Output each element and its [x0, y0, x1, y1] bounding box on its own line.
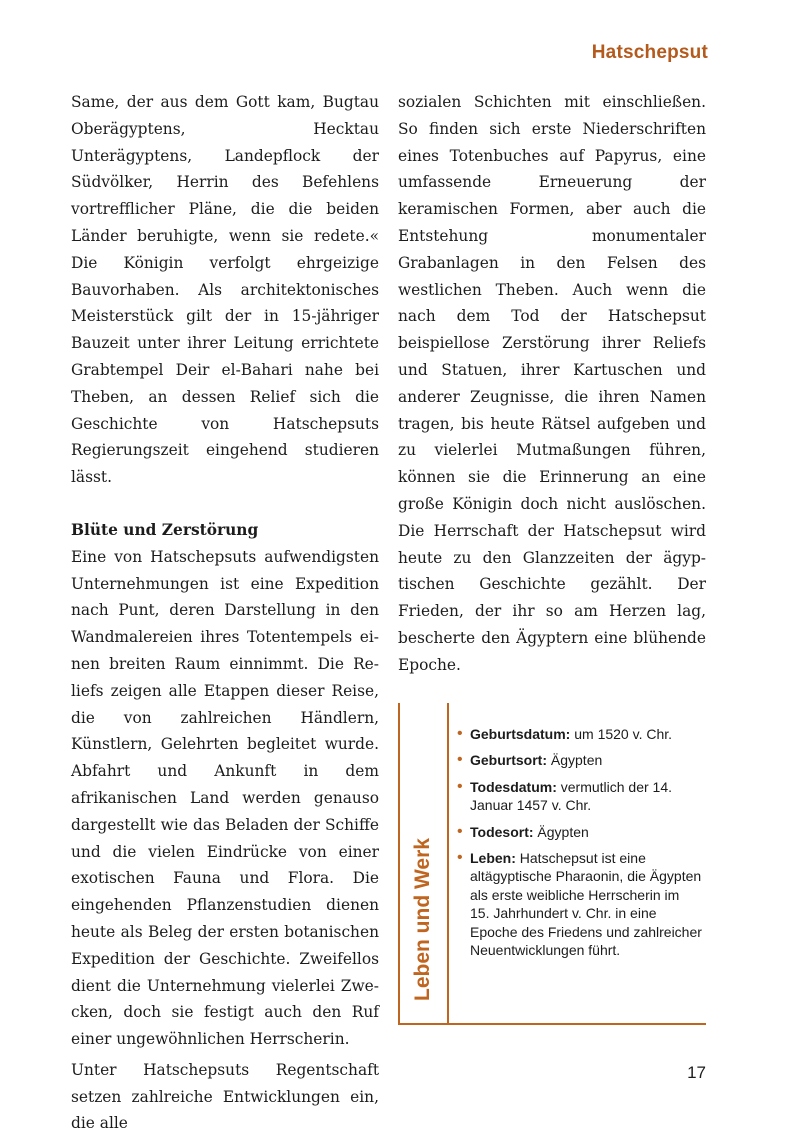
right-text-column: [398, 89, 706, 679]
fact-item: [457, 751, 702, 769]
fact-label: Geburtsort:: [470, 752, 547, 769]
box-bottom-rule: [398, 1023, 706, 1025]
fact-label: Todesdatum:: [470, 778, 557, 795]
facts-list: [457, 725, 702, 967]
body-paragraph: sozialen Schichten mit einschließen. So finden sich erste Niederschriften eines Totenbuches auf Papyrus, eine umfassende Erneuerung der keramischen Formen, aber auch die Entstehung monumentaler Grabanlagen in den Felsen des westlichen Theben. Auch wenn die nach dem Tod der Hatschepsut beispiellose Zerstörung ihrer Reliefs und Statuen, ihrer Kartuschen und anderer Zeugnisse, die ihren Namen tragen, bis heute Rätsel aufgeben und zu vielerlei Mutmaßungen führen, können sie die Erinnerung an eine große Königin doch nicht auslöschen. Die Herrschaft der Hatschepsut wird heute zu den Glanzzeiten der ägyptischen Geschichte gezählt. Der Frieden, der ihr so am Herzen lag, bescherte den Ägyptern eine blühende Epoche.: [398, 93, 706, 674]
left-text-column: [71, 89, 379, 1137]
fact-value: Hatschepsut ist eine altägyptische Pharaonin, die Ägypten als erste weibliche Herrscherin im 15. Jahrhundert v. Chr. in eine Epoche des Friedens und zahlreicher Neuentwicklungen führt.: [470, 850, 702, 959]
leben-und-werk-box: [398, 703, 706, 1025]
box-inner-rule: [447, 703, 449, 1025]
section-heading: Blüte und Zerstörung: [71, 520, 259, 539]
body-paragraph: Same, der aus dem Gott kam, Bugtau Oberägyptens, Hecktau Unterägyptens, Landepflock der Südvölker, Herrin des Befehlens vortrefflicher Pläne, die die beiden Länder beruhigte, wenn sie redete.« Die Königin verfolgt ehrgeizige Bauvorhaben. Als architektonisches Meisterstück gilt der in 15-jähriger Bauzeit unter ihrer Leitung errichtete Grabtempel Deir el-Bahari nahe bei Theben, an dessen Relief sich die Geschichte von Hatschepsuts Regierungszeit eingehend studieren lässt.: [71, 93, 379, 487]
fact-label: Geburtsdatum:: [470, 726, 571, 742]
running-head-title: Hatschepsut: [591, 42, 708, 63]
box-left-rule: [398, 703, 400, 1025]
page-number: 17: [687, 1063, 706, 1082]
body-paragraph: Unter Hatschepsuts Regentschaft setzen zahlreiche Entwicklungen ein, die alle: [71, 1060, 379, 1133]
fact-item: [457, 849, 702, 959]
fact-label: Leben:: [470, 850, 516, 867]
fact-value: Ägypten: [547, 752, 603, 769]
fact-item: [457, 725, 702, 743]
fact-item: [457, 778, 702, 815]
bullet-icon: •: [457, 849, 463, 867]
bullet-icon: •: [457, 777, 463, 795]
fact-label: Todesort:: [470, 823, 534, 840]
fact-value: um 1520 v. Chr.: [570, 726, 673, 742]
fact-value: Ägypten: [533, 823, 589, 840]
body-paragraph: Eine von Hatschepsuts aufwendigsten Unternehmungen ist eine Expedition nach Punt, deren Darstellung in den Wandmalereien ihres Totentempels einen breiten Raum einnimmt. Die Reliefs zeigen alle Etappen dieser Reise, die von zahlreichen Händlern, Künstlern, Gelehrten begleitet wurde. Abfahrt und Ankunft in dem afrikanischen Land werden genauso dargestellt wie das Beladen der Schiffe und die vielen Eindrücke von einer exotischen Fauna und Flora. Die eingehenden Pflanzenstudien dienen heute als Beleg der ersten botanischen Expedition der Geschichte. Zweifellos dient die Unternehmung vielerlei Zwecken, doch sie festigt auch den Ruf einer ungewöhnlichen Herrscherin.: [71, 547, 379, 1049]
fact-value: vermutlich der 14. Januar 1457 v. Chr.: [470, 778, 673, 814]
bullet-icon: •: [457, 751, 463, 769]
fact-item: [457, 823, 702, 841]
bullet-icon: •: [457, 822, 463, 840]
box-vertical-title: Leben und Werk: [411, 838, 434, 1001]
bullet-icon: •: [457, 725, 463, 742]
